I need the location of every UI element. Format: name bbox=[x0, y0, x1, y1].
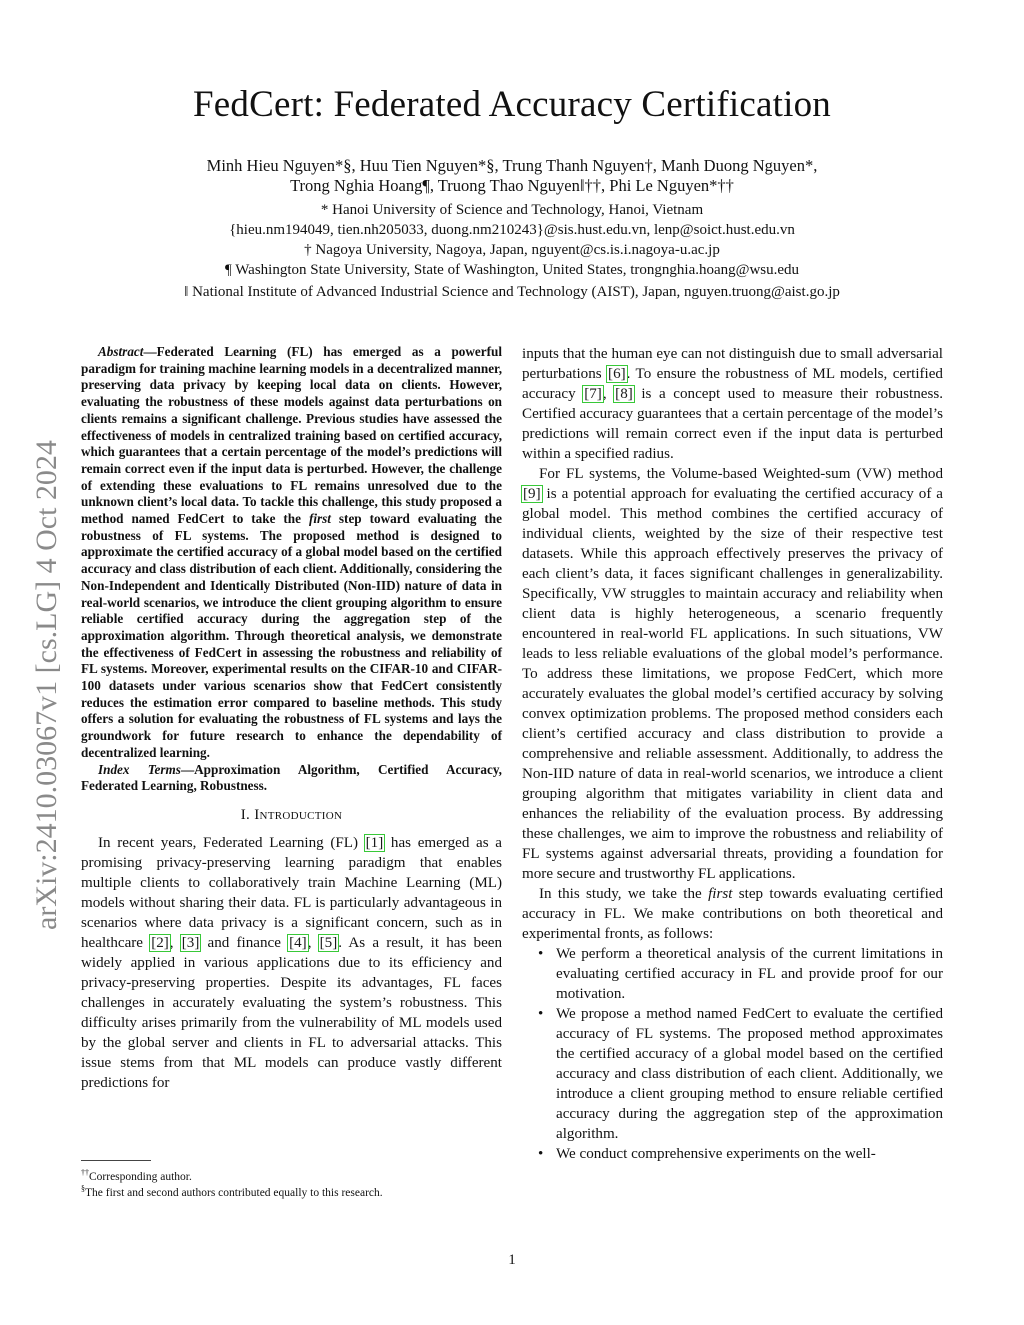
bullet-icon: • bbox=[538, 1146, 544, 1162]
index-terms-label: Index Terms bbox=[98, 761, 181, 777]
citation-link[interactable]: [6] bbox=[608, 366, 626, 382]
page-number: 1 bbox=[508, 1252, 516, 1268]
footnote-equal-contribution: §The first and second authors contributed equally to this research. bbox=[81, 1184, 383, 1199]
abstract: Abstract—Federated Learning (FL) has emerged as a powerful paradigm for training machine learning models in a decentralized manner, preserving data privacy by keeping local data on clients. However, evaluating the robustness of these models against data perturbations on clients remains a significant challenge. Previous studies have assessed the effectiveness of models in centralized training based on certified accuracy, which guarantees that a certain percentage of the model’s predictions will remain correct even if the input data is perturbed. However, the challenge of extending these evaluations to FL remains unresolved due to the unknown client’s local data. To tackle this challenge, this study proposed a method named FedCert to take the first step toward evaluating the robustness of FL systems. The proposed method is designed to approximate the certified accuracy of a global model based on the certified accuracy and class distribution of each client. Additionally, considering the Non-Independent and Identically Distributed (Non-IID) nature of data in real-world scenarios, we introduce the client grouping algorithm to ensure reliable certified accuracy during the aggregation step of the approximation algorithm. Through theoretical analysis, we demonstrate the effectiveness of FedCert in assessing the robustness and reliability of FL systems. Moreover, experimental results on the CIFAR-10 and CIFAR-100 datasets under various scenarios show that FedCert consistently reduces the estimation error compared to baseline methods. This study offers a solution for evaluating the robustness of FL systems and lays the groundwork for future research to enhance the dependability of decentralized learning. bbox=[81, 344, 502, 760]
author-line-2: Trong Nghia Hoang¶, Truong Thao Nguyen‖††, Phi Le Nguyen*†† bbox=[290, 176, 734, 195]
affiliation-hust-emails: {hieu.nm194049, tien.nh205033, duong.nm210243}@sis.hust.edu.vn, lenp@soict.hust.edu.vn bbox=[229, 222, 795, 238]
contribution-item: • We propose a method named FedCert to evaluate the certified accuracy of FL systems. The proposed method approximates the certified accuracy of a global model based on the certified accuracy and class distribution of each client. Additionally, we introduce a client grouping method to ensure reliable certified accuracy during the aggregation step of the approximation algorithm. bbox=[538, 1006, 943, 1142]
left-column bbox=[81, 344, 502, 1093]
author-list bbox=[0, 156, 1024, 196]
citation-link[interactable]: [2] bbox=[151, 934, 169, 951]
index-terms: Index Terms—Approximation Algorithm, Certified Accuracy, Federated Learning, Robustness. bbox=[81, 761, 502, 794]
paper-title: FedCert: Federated Accuracy Certification bbox=[193, 84, 831, 125]
affiliation-aist: ‖ National Institute of Advanced Industrial Science and Technology (AIST), Japan, nguyen.truong@aist.go.jp bbox=[184, 284, 840, 300]
contribution-item: • We perform a theoretical analysis of the current limitations in evaluating certified accuracy in FL and provide proof for our motivation. bbox=[538, 946, 943, 1002]
bullet-icon: • bbox=[538, 946, 544, 962]
affiliation-wsu: ¶ Washington State University, State of Washington, United States, trongnghia.hoang@wsu.edu bbox=[224, 262, 800, 278]
intro-paragraph-1: In recent years, Federated Learning (FL) [1] has emerged as a promising privacy-preserving learning paradigm that enables multiple clients to collaboratively train Machine Learning (ML) models without sharing their data. FL is particularly advantageous in scenarios where data privacy is a significant concern, such as in healthcare [2], [3] and finance [4], [5]. As a result, it has been widely applied in various applications due to its efficiency and privacy-preserving properties. Despite its advantages, FL faces challenges in accurately evaluating the system’s robustness. This difficulty arises primarily from the vulnerability of ML models used by the global server and clients in FL to adversarial attacks. This issue stems from that ML models can produce vastly different predictions for bbox=[81, 834, 503, 1091]
contribution-item: • We conduct comprehensive experiments on the well- bbox=[538, 1146, 876, 1162]
affiliation-nagoya: † Nagoya University, Nagoya, Japan, nguyent@cs.is.i.nagoya-u.ac.jp bbox=[304, 242, 720, 258]
citation-link[interactable]: [8] bbox=[615, 386, 633, 402]
citation-link[interactable]: [1] bbox=[365, 834, 384, 851]
intro-paragraph-vw: For FL systems, the Volume-based Weighted-sum (VW) method [9] is a potential approach for evaluating the certified accuracy of a global model. This method combines the certified accuracy of individual clients, weighted by the size of their respective test datasets. While this approach effectively preserves the privacy of each client’s data, it faces significant challenges in generalizability. Specifically, VW struggles to maintain accuracy and reliability when client data is highly heterogeneous, a scenario frequently encountered in real-world FL applications. In such situations, VW leads to less reliable evaluations of the global model’s performance. To address these limitations, we propose FedCert, which more accurately evaluates the global model’s certified accuracy by solving convex optimization problems. The proposed method considers each client’s certified accuracy and class distribution to provide a comprehensive and reliable assessment. Additionally, to address the Non-IID nature of data in real-world scenarios, we introduce a client grouping algorithm that mitigates variability in client data and enhances the reliability of the evaluation process. By addressing these challenges, we aim to improve the robustness and reliability of FL systems against adversarial threats, providing a foundation for more secure and trustworthy FL applications. bbox=[522, 466, 943, 882]
intro-paragraph-continued: inputs that the human eye can not distinguish due to small adversarial perturbations [6]. To ensure the robustness of ML models, certified accuracy [7], [8] is a concept used to measure their robustness. Certified accuracy guarantees that a certain percentage of the model’s predictions will remain correct even if the input data is perturbed within a specified radius. bbox=[522, 346, 943, 462]
abstract-label: Abstract bbox=[98, 344, 144, 359]
intro-paragraph-study: In this study, we take the first step towards evaluating certified accuracy in FL. We make contributions on both theoretical and experimental fronts, as follows: bbox=[522, 886, 944, 942]
citation-link[interactable]: [4] bbox=[289, 934, 307, 951]
citation-link[interactable]: [5] bbox=[319, 934, 338, 951]
footnote-corresponding: ††Corresponding author. bbox=[81, 1168, 192, 1183]
contribution-list bbox=[522, 944, 943, 1164]
citation-link[interactable]: [3] bbox=[181, 934, 200, 951]
emphasis-first: first bbox=[308, 511, 331, 527]
emphasis-first: first bbox=[708, 886, 733, 902]
arxiv-stamp: arXiv:2410.03067v1 [cs.LG] 4 Oct 2024 bbox=[30, 440, 63, 930]
affiliation-hust: * Hanoi University of Science and Technology, Hanoi, Vietnam bbox=[320, 202, 704, 218]
citation-link[interactable]: [9] bbox=[523, 486, 541, 502]
right-column bbox=[522, 344, 943, 1164]
bullet-icon: • bbox=[538, 1006, 544, 1022]
section-heading-introduction: I. Introduction bbox=[240, 806, 343, 823]
citation-link[interactable]: [7] bbox=[584, 386, 602, 402]
footnote-divider bbox=[81, 1160, 151, 1161]
author-line-1: Minh Hieu Nguyen*§, Huu Tien Nguyen*§, Trung Thanh Nguyen†, Manh Duong Nguyen*, bbox=[206, 156, 818, 175]
